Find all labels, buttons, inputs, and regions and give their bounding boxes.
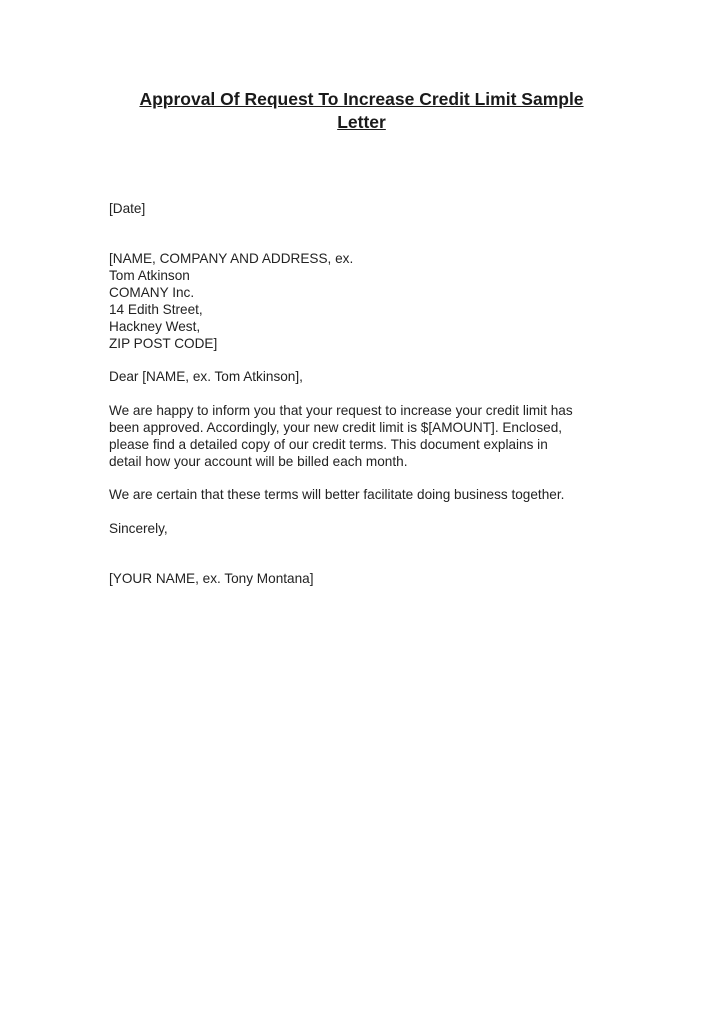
letter-title [100, 88, 623, 134]
paragraph-line: please find a detailed copy of our credit terms. This document explains in [109, 437, 548, 452]
address-line: 14 Edith Street, [109, 302, 203, 317]
paragraph-line: We are happy to inform you that your request to increase your credit limit has [109, 403, 573, 418]
closing: Sincerely, [109, 521, 168, 536]
address-line: COMANY Inc. [109, 285, 195, 300]
salutation: Dear [NAME, ex. Tom Atkinson], [109, 369, 303, 384]
title-line-2: Letter [337, 112, 386, 132]
signature-placeholder: [YOUR NAME, ex. Tony Montana] [109, 571, 314, 586]
recipient-address-block [109, 250, 353, 352]
paragraph-line: been approved. Accordingly, your new credit limit is $[AMOUNT]. Enclosed, [109, 420, 563, 435]
body-paragraph-2: We are certain that these terms will better facilitate doing business together. [109, 487, 565, 502]
address-line: [NAME, COMPANY AND ADDRESS, ex. [109, 251, 354, 266]
address-line: Hackney West, [109, 319, 201, 334]
date-placeholder: [Date] [109, 201, 146, 216]
paragraph-line: detail how your account will be billed each month. [109, 454, 408, 469]
address-line: ZIP POST CODE] [109, 336, 218, 351]
title-line-1: Approval Of Request To Increase Credit Limit Sample [139, 89, 584, 109]
body-paragraph-1 [109, 402, 573, 470]
address-line: Tom Atkinson [109, 268, 190, 283]
